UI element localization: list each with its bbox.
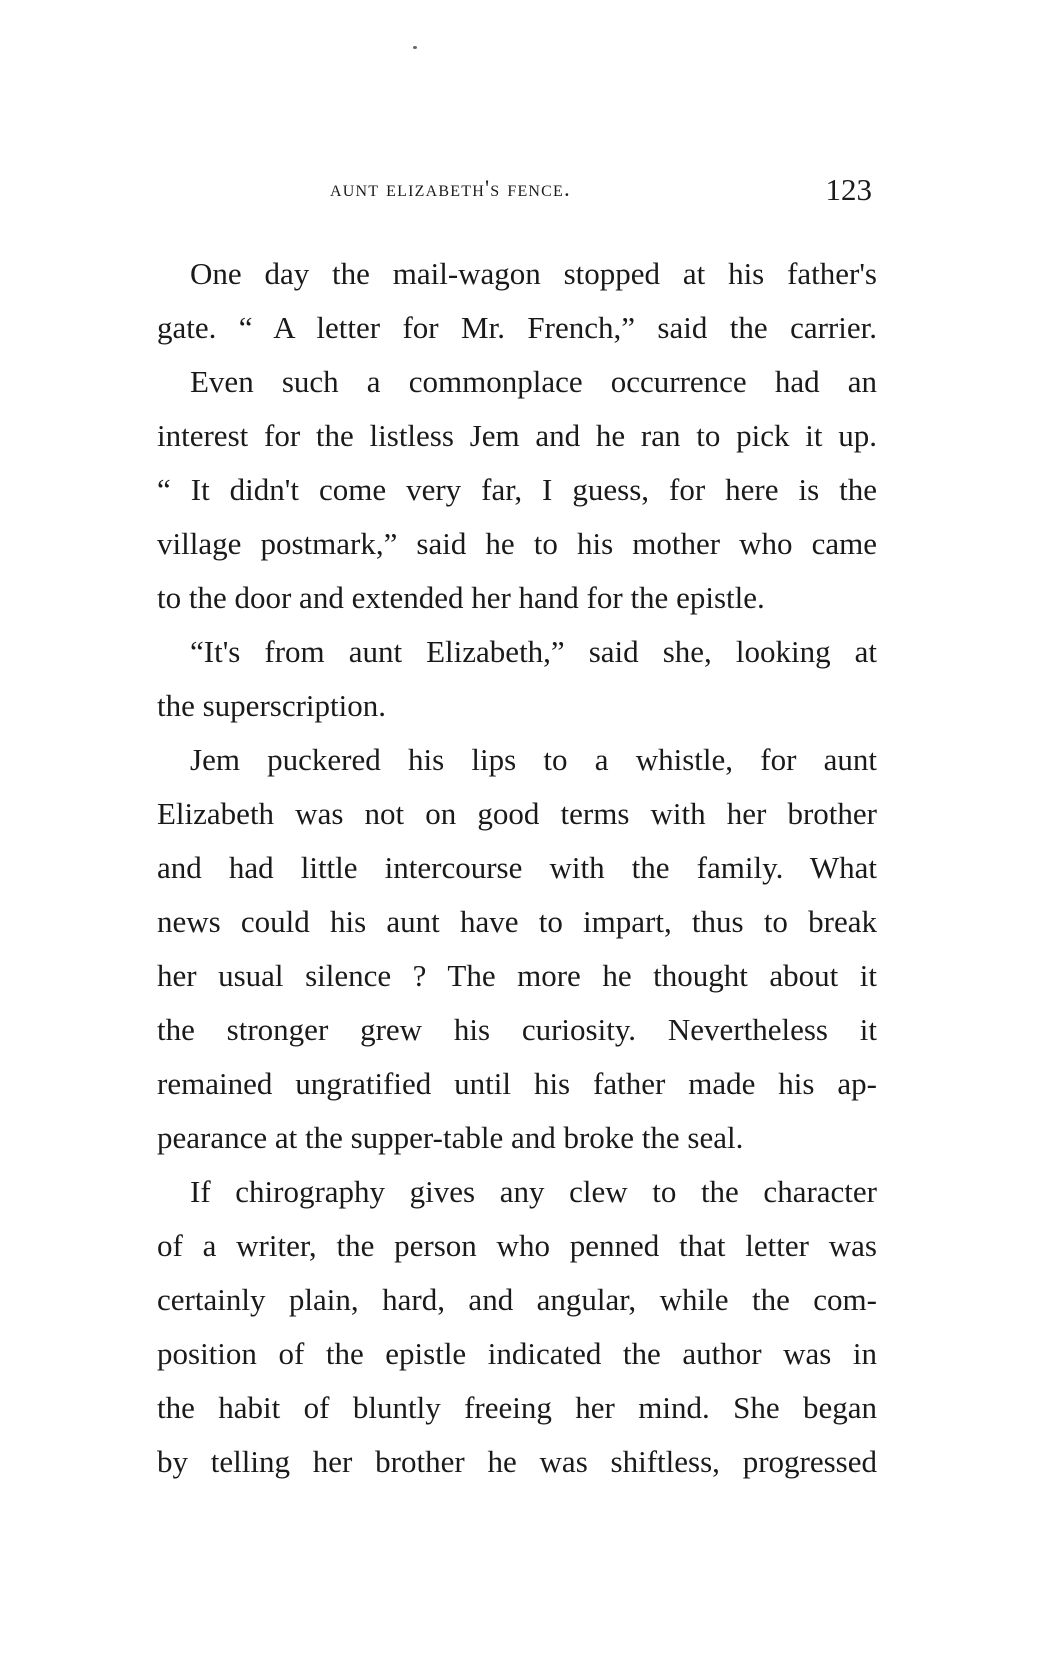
text-line: interest for the listless Jem and he ran to pick it up. bbox=[157, 418, 877, 453]
text-line: her usual silence ? The more he thought about it bbox=[157, 958, 877, 993]
text-line: the habit of bluntly freeing her mind. She began bbox=[157, 1390, 877, 1425]
text-line: position of the epistle indicated the author was in bbox=[157, 1336, 877, 1371]
text-line: to the door and extended her hand for the epistle. bbox=[157, 580, 765, 615]
running-title: aunt elizabeth's fence. bbox=[330, 176, 571, 201]
text-line: Jem puckered his lips to a whistle, for aunt bbox=[190, 742, 877, 777]
text-line: If chirography gives any clew to the character bbox=[190, 1174, 877, 1209]
text-line: by telling her brother he was shiftless, progressed bbox=[157, 1444, 877, 1479]
paragraph bbox=[157, 355, 877, 625]
paragraph bbox=[157, 733, 877, 1165]
paragraph bbox=[157, 1165, 877, 1489]
text-line: the stronger grew his curiosity. Nevertheless it bbox=[157, 1012, 877, 1047]
text-line: village postmark,” said he to his mother who came bbox=[157, 526, 877, 561]
text-line: “ It didn't come very far, I guess, for here is the bbox=[157, 472, 877, 507]
paragraph bbox=[157, 247, 877, 355]
page-number: 123 bbox=[825, 172, 872, 207]
text-line: “It's from aunt Elizabeth,” said she, looking at bbox=[190, 634, 877, 669]
text-line: One day the mail-wagon stopped at his father's bbox=[190, 256, 877, 291]
text-line: remained ungratified until his father made his ap- bbox=[157, 1066, 877, 1101]
text-line: Elizabeth was not on good terms with her brother bbox=[157, 796, 877, 831]
text-line: certainly plain, hard, and angular, while the com- bbox=[157, 1282, 877, 1317]
text-line: and had little intercourse with the family. What bbox=[157, 850, 877, 885]
text-line: Even such a commonplace occurrence had an bbox=[190, 364, 877, 399]
body-text bbox=[157, 247, 877, 1489]
text-line: pearance at the supper-table and broke the seal. bbox=[157, 1120, 744, 1155]
text-line: of a writer, the person who penned that letter was bbox=[157, 1228, 877, 1263]
print-speck bbox=[413, 46, 417, 49]
text-line: the superscription. bbox=[157, 688, 387, 723]
text-line: gate. “ A letter for Mr. French,” said the carrier. bbox=[157, 310, 877, 345]
running-head bbox=[160, 172, 872, 216]
paragraph bbox=[157, 625, 877, 733]
text-line: news could his aunt have to impart, thus to break bbox=[157, 904, 877, 939]
